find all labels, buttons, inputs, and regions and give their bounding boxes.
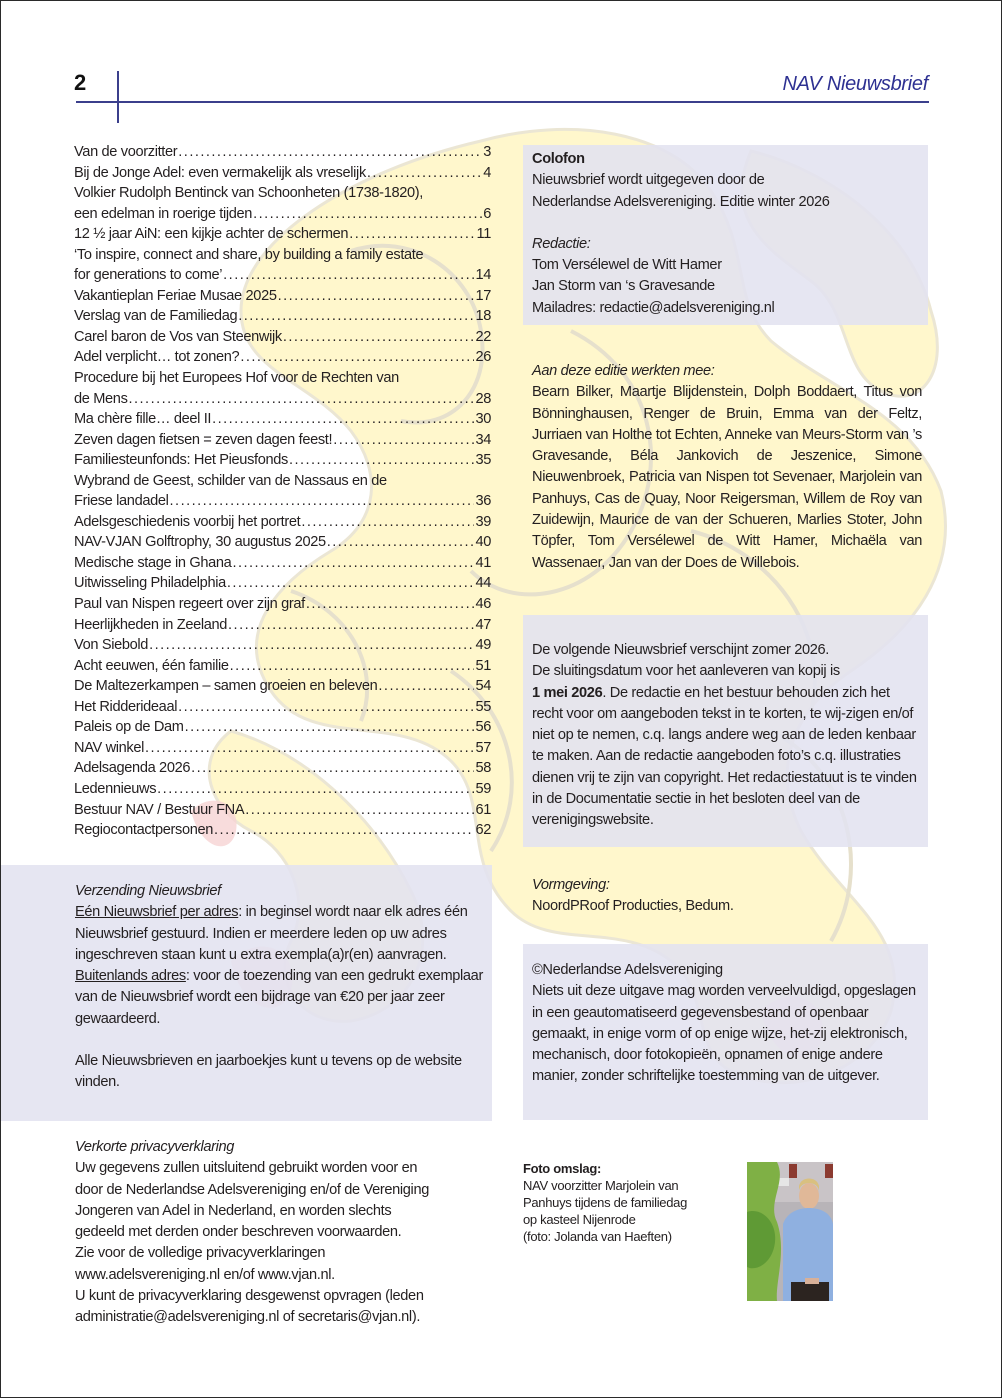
toc-entry[interactable]	[74, 512, 491, 533]
toc-entry-title: Adelsgeschiedenis voorbij het portret	[74, 513, 301, 530]
caption-line: NAV voorzitter Marjolein van	[523, 1178, 679, 1193]
toc-entry[interactable]	[74, 306, 491, 327]
caption-line: op kasteel Nijenrode	[523, 1212, 636, 1227]
toc-entry[interactable]	[74, 265, 491, 286]
contributors	[532, 361, 922, 574]
abroad-text: : voor de toezending van een gedrukt exemplaar van de Nieuwsbrief wordt een bijdrage van €20 per jaar zeer gewaardeerd.	[75, 968, 483, 1027]
shipping-info	[75, 881, 485, 1094]
shipping-heading: Verzending Nieuwsbrief	[75, 883, 221, 899]
toc-entry[interactable]	[74, 224, 491, 245]
toc-dot-leader	[238, 306, 474, 327]
toc-dot-leader	[178, 697, 474, 718]
abroad-label: Buitenlands adres	[75, 968, 186, 985]
toc-dot-leader	[214, 820, 474, 841]
toc-dot-leader	[349, 224, 475, 245]
privacy-line: Uw gegevens zullen uitsluitend gebruikt worden voor en	[75, 1160, 418, 1177]
privacy-line: door de Nederlandse Adelsvereniging en/of de Vereniging	[75, 1181, 429, 1198]
cover-photo-image	[747, 1162, 833, 1301]
toc-entry-title-line: ‘To inspire, connect and share, by building a family estate	[74, 246, 424, 263]
toc-entry-page: 62	[475, 822, 491, 839]
toc-dot-leader	[306, 594, 475, 615]
toc-entry[interactable]	[74, 491, 491, 512]
toc-entry-page: 17	[475, 287, 491, 304]
toc-dot-leader	[245, 800, 474, 821]
toc-entry-title: Acht eeuwen, één familie	[74, 657, 229, 674]
toc-entry-title: 12 ½ jaar AiN: een kijkje achter de schermen	[74, 226, 349, 243]
toc-entry-title: Paul van Nispen regeert over zijn graf	[74, 596, 305, 613]
privacy-heading: Verkorte privacyverklaring	[75, 1139, 235, 1155]
privacy-line: administratie@adelsvereniging.nl of secretaris@vjan.nl).	[75, 1309, 421, 1326]
toc-entry[interactable]	[74, 532, 491, 553]
next-issue-line: De volgende Nieuwsbrief verschijnt zomer 2026.	[532, 642, 830, 658]
toc-entry-title: de Mens	[74, 390, 128, 407]
privacy-line: U kunt de privacyverklaring desgewenst opvragen (leden	[75, 1288, 424, 1305]
toc-dot-leader	[301, 512, 474, 533]
toc-entry-title: Zeven dagen fietsen = zeven dagen feest!	[74, 431, 333, 448]
contributors-heading: Aan deze editie werkten mee:	[532, 363, 715, 379]
contributors-list: Bearn Bilker, Maartje Blijdenstein, Dolph Boddaert, Titus von Bönninghausen, Renger de Bruin, Emma van der Feltz, Jurriaen van Holthe tot Echten, Anneke van Meurs-Storm van ’s Gravesande, Béla Jankovich de Jeszenice, Simone Nieuwenbroek, Patricia van Nispen tot Sevenaer, Marjolein van Panhuys, Cas de Quay, Noor Reigersman, Willem de Roy van Zuidewijn, Maurice de van der Schueren, Marlies Stoter, John Töpfer, Tom Versélewel de Witt Hamer, Michaëla van Wassenaer, Jan van der Does de Willebois.	[532, 384, 922, 571]
toc-entry-page: 36	[475, 493, 491, 510]
next-issue-line: De sluitingsdatum voor het aanleveren van kopij is	[532, 663, 840, 680]
privacy-statement	[75, 1137, 495, 1329]
toc-dot-leader	[191, 758, 474, 779]
editor-name: Tom Versélewel de Witt Hamer	[532, 257, 722, 274]
privacy-line: Jongeren van Adel in Nederland, en worden slechts	[75, 1202, 392, 1219]
toc-dot-leader	[232, 553, 474, 574]
privacy-line: www.adelsvereniging.nl en/of www.vjan.nl.	[75, 1266, 335, 1283]
colofon-heading: Colofon	[532, 151, 585, 167]
toc-dot-leader	[289, 450, 474, 471]
design-credit	[532, 875, 924, 918]
privacy-line: gedeeld met derden onder beschreven voorwaarden.	[75, 1224, 402, 1241]
toc-entry-title: Von Siebold	[74, 637, 149, 654]
copyright-text: Niets uit deze uitgave mag worden verveelvuldigd, opgeslagen in een geautomatiseerd gegevensbestand of openbaar gemaakt, in enige vorm of op enige wijze, het-zij elektronisch, mechanisch, door fotokopieën, opnamen of enige andere manier, zonder schriftelijke toestemming van de uitgever.	[532, 983, 916, 1085]
toc-entry-page: 40	[475, 534, 491, 551]
toc-entry[interactable]	[74, 327, 491, 348]
next-issue	[532, 640, 924, 832]
caption-line: Panhuys tijdens de familiedag	[523, 1195, 688, 1210]
toc-entry-title: Het Ridderideaal	[74, 698, 178, 715]
toc-entry[interactable]	[74, 347, 491, 368]
toc-dot-leader	[212, 409, 474, 430]
toc-entry-page: 47	[475, 616, 491, 633]
toc-dot-leader	[145, 738, 474, 759]
toc-dot-leader	[327, 532, 475, 553]
toc-entry-title: Regiocontactpersonen	[74, 822, 214, 839]
toc-entry-title-line: Wybrand de Geest, schilder van de Nassaus en de	[74, 472, 387, 489]
toc-entry-page: 59	[475, 780, 491, 797]
toc-entry-page: 54	[475, 678, 491, 695]
toc-entry-page: 44	[475, 575, 491, 592]
toc-entry[interactable]	[74, 594, 491, 615]
toc-entry[interactable]	[74, 615, 491, 636]
toc-entry-page: 61	[475, 801, 491, 818]
toc-dot-leader	[230, 656, 475, 677]
toc-entry-page: 49	[475, 637, 491, 654]
toc-entry-page: 22	[475, 328, 491, 345]
toc-dot-leader	[223, 265, 474, 286]
toc-entry-title: Verslag van de Familiedag	[74, 308, 238, 325]
toc-entry[interactable]	[74, 389, 491, 410]
cover-photo-caption	[523, 1160, 738, 1245]
design-heading: Vormgeving:	[532, 877, 610, 893]
copyright-heading: ©Nederlandse Adelsvereniging	[532, 962, 723, 978]
colofon-line: Nederlandse Adelsvereniging. Editie winter 2026	[532, 193, 830, 210]
toc-entry-title: Heerlijkheden in Zeeland	[74, 616, 228, 633]
toc-entry-page: 55	[475, 698, 491, 715]
toc-entry-title: Ma chère fille… deel II	[74, 411, 212, 428]
toc-entry-title: NAV-VJAN Golftrophy, 30 augustus 2025	[74, 534, 326, 551]
toc-entry-title: Carel baron de Vos van Steenwijk	[74, 328, 282, 345]
one-per-address-label: Eén Nieuwsbrief per adres	[75, 904, 239, 921]
toc-entry[interactable]	[74, 656, 491, 677]
toc-dot-leader	[367, 163, 482, 184]
toc-entry-title: for generations to come’	[74, 267, 223, 284]
toc-entry-page: 34	[475, 431, 491, 448]
toc-entry-page: 30	[475, 411, 491, 428]
toc-entry-title: Adelsagenda 2026	[74, 760, 191, 777]
toc-entry-page: 4	[483, 164, 491, 181]
toc-dot-leader	[228, 615, 474, 636]
toc-entry[interactable]	[74, 409, 491, 430]
toc-entry-page: 51	[475, 657, 491, 674]
toc-entry-page: 26	[475, 349, 491, 366]
toc-entry-page: 57	[475, 739, 491, 756]
toc-entry[interactable]	[74, 635, 491, 656]
toc-entry[interactable]	[74, 430, 491, 451]
toc-entry[interactable]	[74, 779, 491, 800]
cover-photo-heading: Foto omslag:	[523, 1161, 602, 1176]
header-vertical-rule	[117, 71, 119, 123]
toc-entry-title: Paleis op de Dam	[74, 719, 184, 736]
toc-entry-title: Friese landadel	[74, 493, 169, 510]
header-horizontal-rule	[76, 101, 929, 103]
toc-entry[interactable]	[74, 738, 491, 759]
toc-entry-title: Van de voorzitter	[74, 144, 178, 160]
toc-entry-page: 39	[475, 513, 491, 530]
shipping-one-per-address	[75, 902, 485, 966]
deadline-date: 1 mei 2026	[532, 684, 603, 701]
toc-entry[interactable]	[74, 697, 491, 718]
toc-entry[interactable]	[74, 204, 491, 225]
toc-entry-title: NAV winkel	[74, 739, 145, 756]
toc-dot-leader	[333, 430, 474, 451]
toc-entry[interactable]	[74, 573, 491, 594]
table-of-contents	[74, 142, 491, 841]
toc-entry-page: 58	[475, 760, 491, 777]
redactie-label: Redactie:	[532, 235, 591, 252]
toc-dot-leader	[178, 142, 482, 163]
page-number: 2	[74, 70, 87, 95]
toc-entry-page: 14	[475, 267, 491, 284]
toc-entry[interactable]	[74, 717, 491, 738]
toc-entry-title: Ledennieuws	[74, 780, 157, 797]
toc-dot-leader	[227, 573, 475, 594]
toc-entry[interactable]	[74, 800, 491, 821]
toc-entry-title: Vakantieplan Feriae Musae 2025	[74, 287, 277, 304]
toc-dot-leader	[149, 635, 474, 656]
toc-entry-page: 35	[475, 452, 491, 469]
archive-text: Alle Nieuwsbrieven en jaarboekjes kunt u tevens op de website vinden.	[75, 1053, 462, 1091]
toc-entry-title-line: Volkier Rudolph Bentinck van Schoonheten (1738-1820),	[74, 185, 423, 202]
caption-line: (foto: Jolanda van Haeften)	[523, 1229, 672, 1244]
toc-entry-title: Bestuur NAV / Bestuur FNA	[74, 801, 245, 818]
toc-entry[interactable]	[74, 553, 491, 574]
toc-entry-page: 11	[476, 226, 491, 243]
toc-entry-page: 18	[475, 308, 491, 325]
toc-entry-title: een edelman in roerige tijden	[74, 205, 253, 222]
toc-entry-page: 41	[475, 554, 491, 571]
toc-dot-leader	[378, 676, 474, 697]
toc-dot-leader	[253, 204, 482, 225]
editor-name: Jan Storm van ‘s Gravesande	[532, 278, 715, 295]
toc-entry[interactable]	[74, 676, 491, 697]
toc-entry-title-line: Procedure bij het Europees Hof voor de Rechten van	[74, 370, 399, 387]
toc-entry-title: Medische stage in Ghana	[74, 554, 232, 571]
next-issue-rest: . De redactie en het bestuur behouden zich het recht voor om aangeboden tekst in te korten, te wij-zigen en/of niet op te nemen, c.q. langs andere weg aan de leden kenbaar te maken. Aan de redactie aangeboden foto’s c.q. illustraties dienen vrij te zijn van copyright. Het redactiestatuut is te vinden in de Documentatie sectie in het besloten deel van de verenigingswebsite.	[532, 684, 917, 829]
toc-entry[interactable]	[74, 758, 491, 779]
toc-dot-leader	[129, 389, 475, 410]
toc-entry[interactable]	[74, 142, 491, 163]
toc-entry-page: 3	[483, 144, 491, 160]
toc-entry-title: Adel verplicht… tot zonen?	[74, 349, 240, 366]
toc-entry-page: 6	[483, 205, 491, 222]
shipping-abroad	[75, 966, 485, 1030]
mail-address: Mailadres: redactie@adelsvereniging.nl	[532, 299, 775, 316]
one-per-address-text: : in beginsel wordt naar elk adres één Nieuwsbrief gestuurd. Indien er meerdere leden op uw adres ingeschreven staan kunt u extra exempla(a)r(en) aanvragen.	[75, 904, 468, 963]
privacy-line: Zie voor de volledige privacyverklaringen	[75, 1245, 326, 1262]
design-text: NoordPRoof Producties, Bedum.	[532, 898, 734, 915]
toc-dot-leader	[185, 717, 475, 738]
colofon	[532, 149, 927, 319]
toc-entry-page: 28	[475, 390, 491, 407]
toc-entry-title: Bij de Jonge Adel: even vermakelijk als vreselijk	[74, 164, 366, 181]
colofon-line: Nieuwsbrief wordt uitgegeven door de	[532, 172, 765, 189]
toc-entry[interactable]	[74, 286, 491, 307]
toc-entry-page: 46	[475, 596, 491, 613]
toc-dot-leader	[278, 286, 475, 307]
toc-entry-title: Uitwisseling Philadelphia	[74, 575, 226, 592]
toc-entry-page: 56	[475, 719, 491, 736]
next-issue-body	[532, 683, 924, 832]
toc-entry-title: De Maltezerkampen – samen groeien en beleven	[74, 678, 378, 695]
toc-dot-leader	[170, 491, 475, 512]
toc-entry[interactable]	[74, 450, 491, 471]
toc-entry[interactable]	[74, 163, 491, 184]
toc-dot-leader	[240, 347, 474, 368]
toc-entry[interactable]	[74, 820, 491, 841]
toc-dot-leader	[283, 327, 475, 348]
toc-dot-leader	[157, 779, 474, 800]
publication-title: NAV Nieuwsbrief	[782, 73, 928, 95]
toc-entry-title: Familiesteunfonds: Het Pieusfonds	[74, 452, 288, 469]
copyright	[532, 960, 926, 1088]
